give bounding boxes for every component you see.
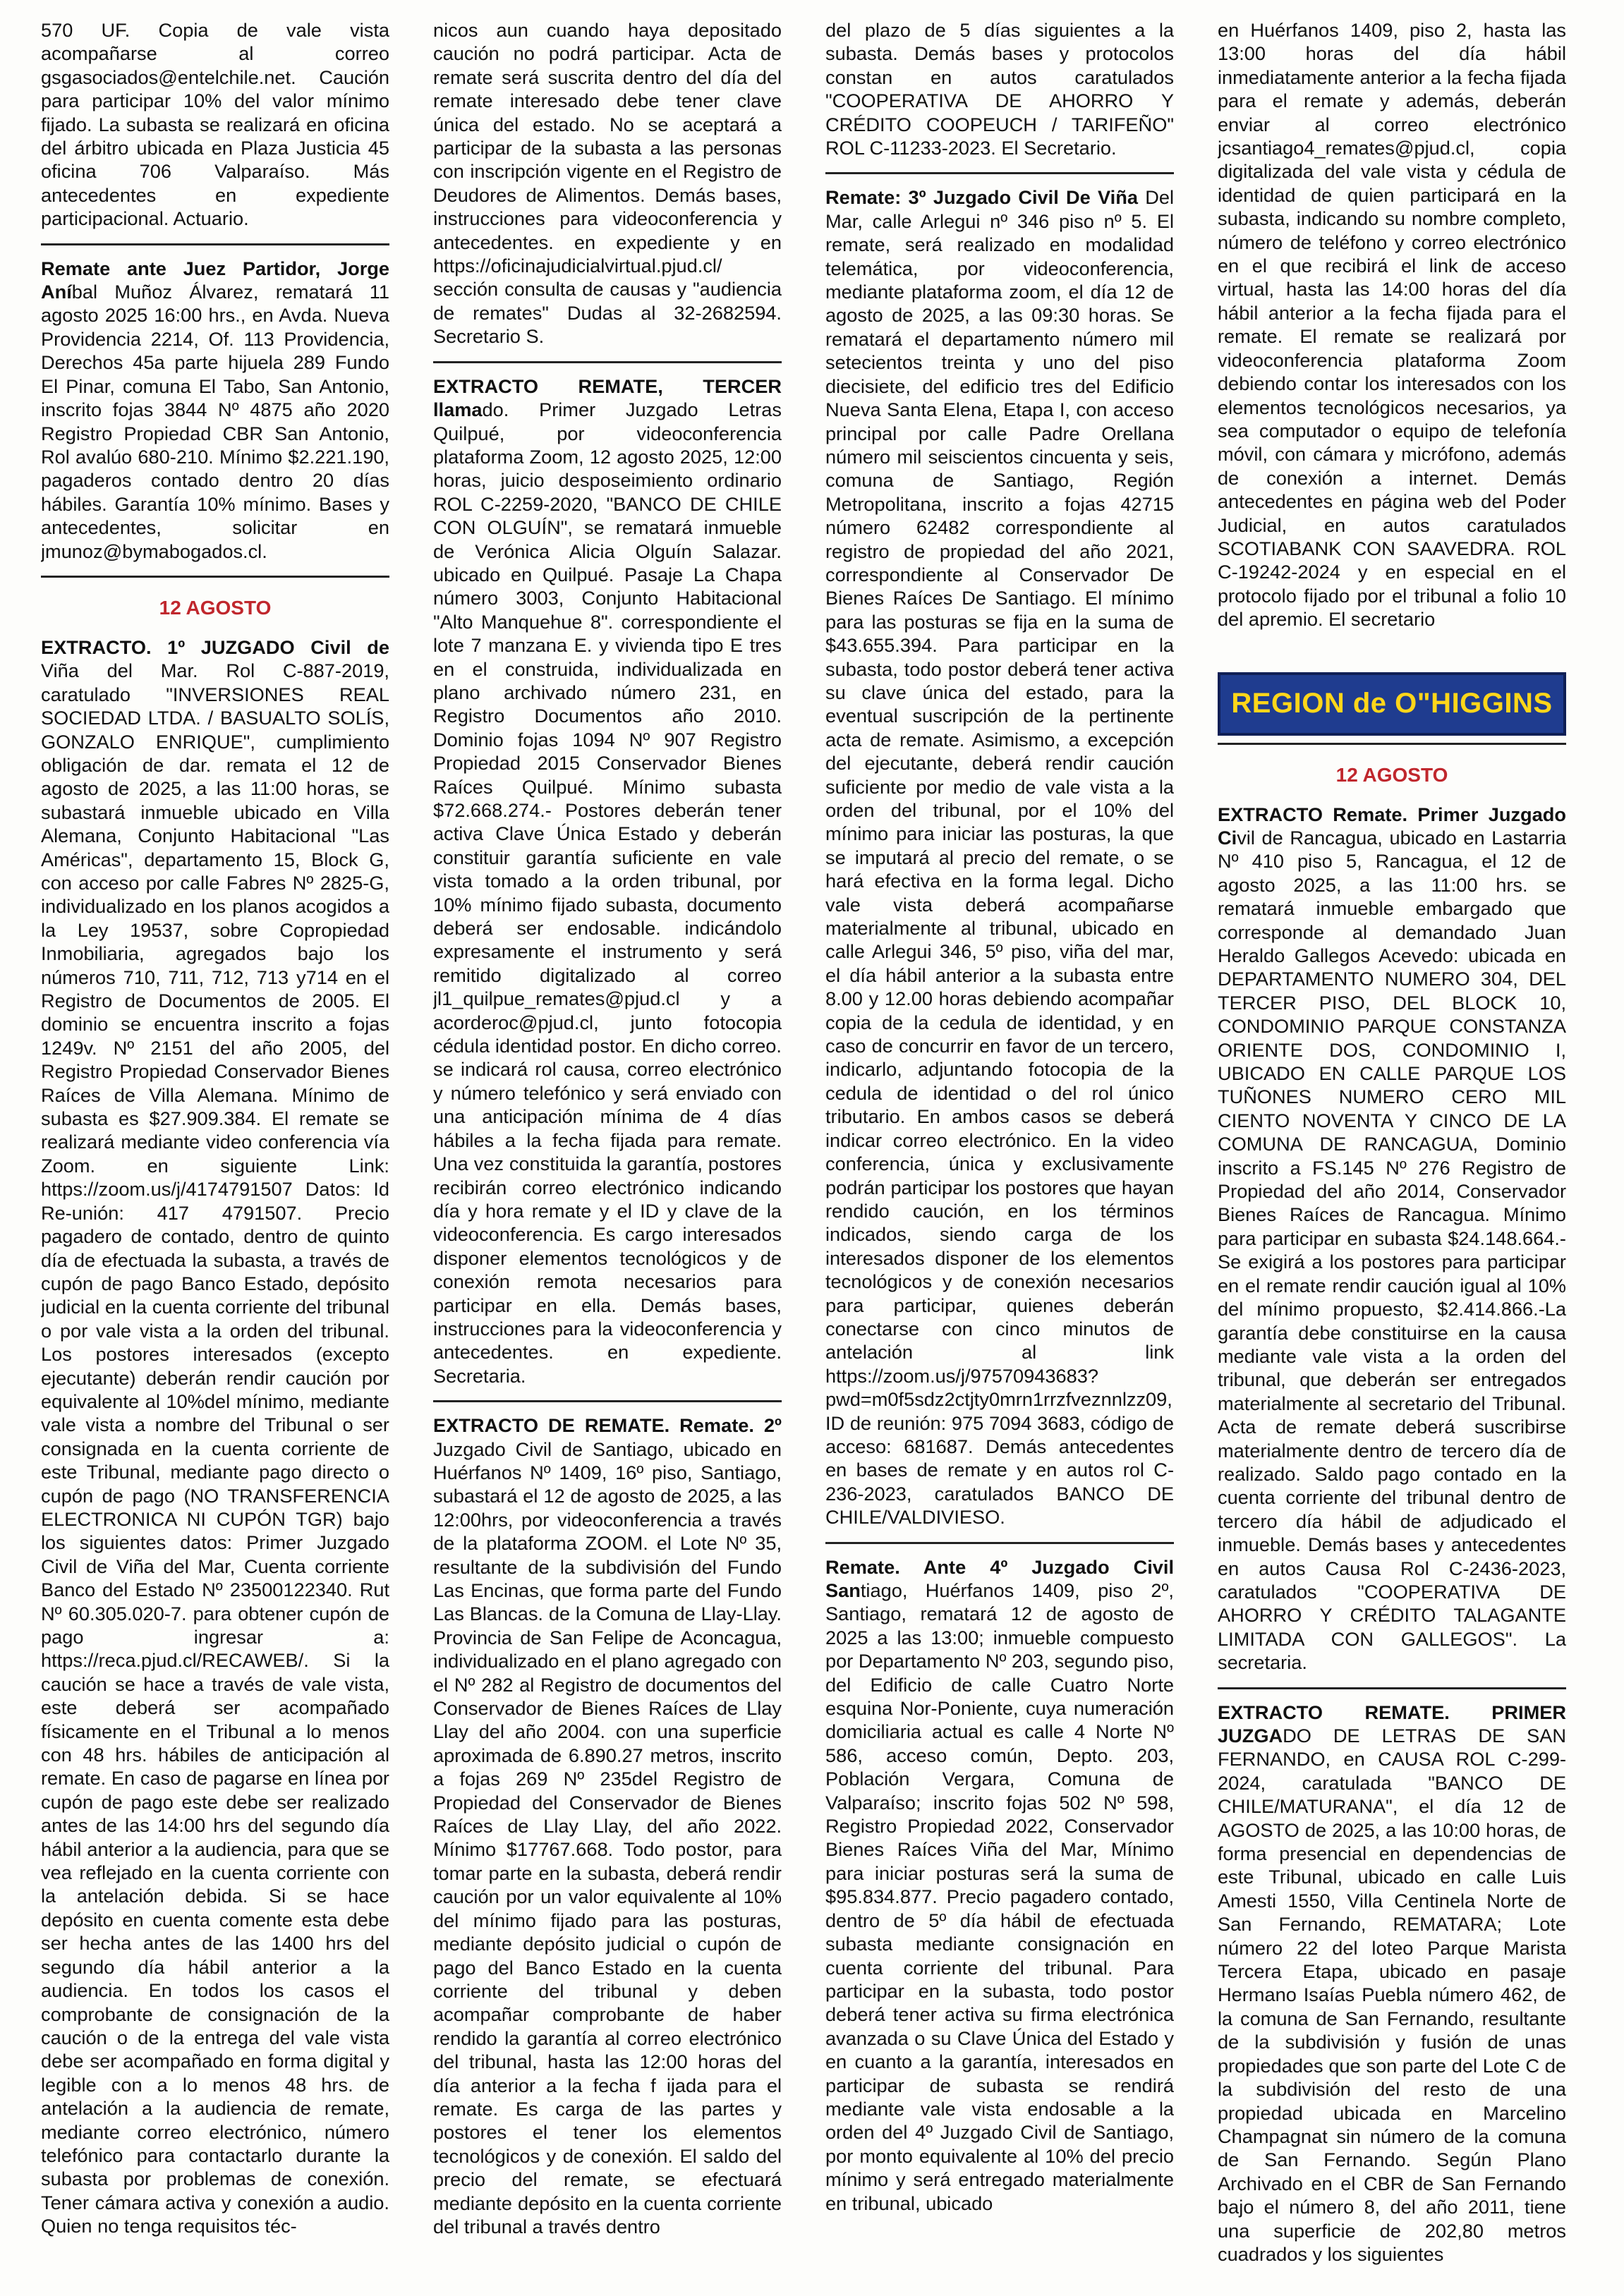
auction-notice [41, 243, 389, 576]
notice-body: nicos aun cuando haya depositado caución no podrá participar. Acta de remate será suscrita dentro del día del remate interesado debe tener clave única del estado. No se aceptará a participar de la subasta a las personas con inscripción vigente en el Registro de Deudores de Alimentos. Demás bases, instrucciones para videoconferencia y antecedentes. en expediente y en https://oficinajudicialvirtual.pjud.cl/ sección consulta de causas y "audiencia de remates" Dudas al 32-2682594. Secretario S. [433, 19, 782, 348]
auction-notice [1218, 18, 1566, 644]
notice-lead: Remate. Ante 4º Juzgado Civil San [825, 1555, 1174, 1601]
auction-notice [41, 633, 389, 2251]
notice-body: 570 UF. Copia de vale vista acompañarse al correo gsgasociados@entelchile.net. Caución para participar 10% del valor mínimo fijado. La subasta se realizará en oficina del árbitro ubicada en Plaza Justicia 45 oficina 706 Valparaíso. Más antecedentes en expediente participacional. Actuario. [41, 19, 389, 230]
column-2 [433, 18, 782, 2282]
auction-notice [1218, 1687, 1566, 2279]
notice-lead: EXTRACTO REMATE, TERCER llama [433, 375, 782, 421]
notice-body: del plazo de 5 días siguientes a la subasta. Demás bases y protocolos constan en autos caratulados "COOPERATIVA DE AHORRO Y CRÉDITO COOPEUCH / TARIFEÑO" ROL C-11233-2023. El Secretario. [825, 19, 1174, 159]
notice-body: Juzgado Civil de Santiago, ubicado en Huérfanos Nº 1409, 16º piso, Santiago, subastará el 12 de agosto de 2025, a las 12:00hrs, por videoconferencia a través de la plataforma ZOOM. el Lote Nº 35, resultante de la subdivisión del Fundo Las Encinas, que forma parte del Fundo Las Blancas. de la Comuna de Llay-Llay. Provincia de San Felipe de Aconcagua, individualizado en el plano agregado con el Nº 282 al Registro de documentos del Conservador de Bienes Raíces de Llay Llay del año 2004. con una superficie aproximada de 6.890.27 metros, inscrito a fojas 269 Nº 235del Registro de Propiedad del Conservador de Bienes Raíces de Llay Llay, del año 2022. Mínimo $17767.668. Todo postor, para tomar parte en la subasta, deberá rendir caución por un valor equivalente al 10% del mínimo fijado para las posturas, mediante depósito judicial o cupón de pago del Banco Estado en la cuenta corriente del tribunal y deben acompañar comprobante de haber rendido la garantía al correo electrónico del tribunal, hasta las 12:00 horas del día anterior a la fecha f ijada para el remate. Es carga de las partes y postores el tener los elementos tecnológicos y de conexión. El saldo del precio del remate, se efectuará mediante depósito en la cuenta corriente del tribunal a través dentro [433, 1438, 782, 2237]
date-header: 12 AGOSTO [1218, 743, 1566, 800]
date-header: 12 AGOSTO [41, 576, 389, 633]
region-banner-title: REGION de O"HIGGINS [1231, 687, 1553, 719]
notice-lead: EXTRACTO DE REMATE. Remate. 2º [433, 1414, 782, 1437]
auction-notice [825, 18, 1174, 172]
notice-body: vil de Rancagua, ubicado en Lastarria Nº 410 piso 5, Rancagua, el 12 de agosto 2025, a las 11:00 hrs. se rematará inmueble embargado que corresponde al demandado Juan Heraldo Gallegos Acevedo: ubicada en DEPARTAMENTO NUMERO 304, DEL TERCER PISO, DEL BLOCK 10, CONDOMINIO PARQUE CONSTANZA ORIENTE DOS, CONDOMINIO I, UBICADO EN CALLE PARQUE LOS TUÑONES NUMERO CERO MIL CIENTO NOVENTA Y CINCO DE LA COMUNA DE RANCAGUA, Dominio inscrito a FS.145 Nº 276 Registro de Propiedad del año 2014, Conservador Bienes Raíces de Rancagua. Mínimo para participar en subasta $24.148.664.- Se exigirá a los postores para participar en el remate rendir caución igual al 10% del mínimo propuesto, $2.414.866.-La garantía debe constituirse en la causa mediante vale vista a la orden del tribunal, que deberán ser entregados materialmente al secretario del Tribunal. Acta de remate deberá suscribirse materialmente dentro de tercero día de realizado. Saldo pago contado en la cuenta corriente del tribunal dentro de tercero día hábil de adjudicado el inmueble. Demás bases y antecedentes en autos Causa Rol C-2436-2023, caratulados "COOPERATIVA DE AHORRO Y CRÉDITO TALAGANTE LIMITADA CON GALLEGOS". La secretaria. [1218, 826, 1566, 1674]
notice-body: bal Muñoz Álvarez, rematará 11 agosto 2025 16:00 hrs., en Avda. Nueva Providencia 2214, Of. 113 Providencia, Derechos 45a parte hijuela 289 Fundo El Pinar, comuna El Tabo, San Antonio, inscrito fojas 3844 Nº 4875 año 2020 Registro Propiedad CBR San Antonio, Rol avalúo 680-210. Mínimo $2.221.190, pagaderos contado dentro 20 días hábiles. Garantía 10% mínimo. Bases y antecedentes, solicitar en jmunoz@bymabogados.cl. [41, 281, 389, 562]
auction-notice [433, 1400, 782, 2251]
notice-lead: EXTRACTO REMATE. PRIMER JUZGA [1218, 1701, 1566, 1747]
auction-notice [433, 361, 782, 1400]
auction-notice [825, 1542, 1174, 2228]
notice-lead: EXTRACTO Remate. Primer Juzgado Ci [1218, 803, 1566, 849]
notice-body: do. Primer Juzgado Letras Quilpué, por videoconferencia plataforma Zoom, 12 agosto 2025, 12:00 horas, juicio desposeimiento ordinario ROL C-2259-2020, "BANCO DE CHILE CON OLGUÍN", se rematará inmueble de Verónica Alicia Olguín Salazar. ubicado en Quilpué. Pasaje La Chapa número 3003, Conjunto Habitacional "Alto Manquehue 8". correspondiente el lote 7 manzana E. y vivienda tipo E tres en el construida, individualizada en plano archivado número 231, en Registro Documentos año 2010. Dominio fojas 1094 Nº 907 Registro Propiedad 2015 Conservador Bienes Raíces Quilpué. Mínimo subasta $72.668.274.- Postores deberán tener activa Clave Única Estado y deberán constituir garantía suficiente en vale vista tomado a la orden tribunal, por 10% mínimo fijado subasta, documento deberá ser endosable. indicándolo expresamente el instrumento y será remitido digitalizado al correo jl1_quilpue_remates@pjud.cl y a acorderoc@pjud.cl, junto fotocopia cédula identidad postor. En dicho correo. se indicará rol causa, correo electrónico y número telefónico y será enviado con una anticipación mínima de 4 días hábiles a la fecha fijada para remate. Una vez constituida la garantía, postores recibirán correo electrónico indicando día y hora remate y el ID y clave de la videoconferencia. Es cargo interesados disponer elementos tecnológicos y de conexión remota necesarios para participar en ella. Demás bases, instrucciones para la videoconferencia y antecedentes. en expediente. Secretaria. [433, 399, 782, 1387]
notice-lead: Remate ante Juez Partidor, Jorge Aní [41, 257, 389, 303]
auction-notice [1218, 800, 1566, 1687]
notice-body: en Huérfanos 1409, piso 2, hasta las 13:00 horas del día hábil inmediatamente anterior a la fecha fijada para el remate y además, deberán enviar al correo electrónico jcsantiago4_remates@pjud.cl, copia digitalizada del vale vista y cédula de identidad de quien participará en la subasta, indicando su nombre completo, número de teléfono y correo electrónico en el que recibirá el link de acceso virtual, hasta las 14:00 horas del día hábil anterior a la fecha fijada para el remate. El remate se realizará por videoconferencia plataforma Zoom debiendo contar los interesados con los elementos tecnológicos necesarios, ya sea computador o equipo de telefonía móvil, con cámara y micrófono, además de conexión a internet. Demás antecedentes en página web del Poder Judicial, en autos caratulados SCOTIABANK CON SAAVEDRA. ROL C-19242-2024 y en especial en el protocolo fijado por el tribunal a folio 10 del apremio. El secretario [1218, 19, 1566, 631]
notice-body: Viña del Mar. Rol C-887-2019, caratulado "INVERSIONES REAL SOCIEDAD LTDA. / BASUALTO SOLÍS, GONZALO ENRIQUE", cumplimiento obligación de dar. remata el 12 de agosto de 2025, a las 11:00 horas, se subastará inmueble ubicado en Villa Alemana, Conjunto Habitacional "Las Américas", departamento 15, Block G, con acceso por calle Fabres Nº 2825-G, individualizado en los planos acogidos a la Ley 19537, sobre Copropiedad Inmobiliaria, agregados bajo los números 710, 711, 712, 713 y714 en el Registro de Documentos de 2005. El dominio se encuentra inscrito a fojas 1249v. Nº 2151 del año 2005, del Registro Propiedad Conservador Bienes Raíces de Villa Alemana. Mínimo de subasta es $27.909.384. El remate se realizará mediante video conferencia vía Zoom. en siguiente Link: https://zoom.us/j/4174791507 Datos: Id Re-unión: 417 4791507. Precio pagadero de contado, dentro de quinto día de efectuada la subasta, a través de cupón de pago Banco Estado, depósito judicial en la cuenta corriente del tribunal o por vale vista a la orden del tribunal. Los postores interesados (excepto ejecutante) deberán rendir caución por equivalente al 10%del mínimo, mediante vale vista a nombre del Tribunal o ser consignada en la cuenta corriente de este Tribunal, mediante pago directo o cupón de pago (NO TRANSFERENCIA ELECTRONICA NI CUPÓN TGR) bajo los siguientes datos: Primer Juzgado Civil de Viña del Mar, Cuenta corriente Banco del Estado Nº 23500122340. Rut Nº 60.305.020-7. para obtener cupón de pago ingresar a: https://reca.pjud.cl/RECAWEB/. Si la caución se hace a través de vale vista, este deberá ser acompañado físicamente en el Tribunal a lo menos con 48 hrs. hábiles de anticipación al remate. En caso de pagarse en línea por cupón de pago este debe ser realizado antes de las 14:00 hrs del segundo día hábil anterior a la audiencia, para que se vea reflejado en la cuenta corriente con la antelación debida. Si se hace depósito en cuenta comente esta debe ser hecha antes de las 1400 hrs del segundo día hábil anterior a la audiencia. En todos los casos el comprobante de consignación de la caución o de la entrega del vale vista debe ser acompañado en forma digital y legible con a lo menos 48 hrs. de antelación a la audiencia de remate, mediante correo electrónico, número telefónico para contactarlo durante la subasta por problemas de conexión. Tener cámara activa y conexión a audio. Quien no tenga requisitos téc- [41, 660, 389, 2237]
auction-notice [825, 172, 1174, 1541]
column-4 [1218, 18, 1566, 2282]
notice-lead: Remate: 3º Juzgado Civil De Viña [825, 186, 1138, 209]
auction-notice [41, 18, 389, 243]
auction-notice [433, 18, 782, 361]
notice-body: tiago, Huérfanos 1409, piso 2º, Santiago, rematará 12 de agosto de 2025 a las 13:00; inmueble compuesto por Departamento Nº 203, segundo piso, del Edificio de calle Cuatro Norte esquina Nor-Poniente, cuya numeración domiciliaria actual es calle 4 Norte Nº 586, acceso común, Depto. 203, Población Vergara, Comuna de Valparaíso; inscrito fojas 502 Nº 598, Registro Propiedad 2022, Conservador Bienes Raíces Viña del Mar, Mínimo para iniciar posturas será la suma de $95.834.877. Precio pagadero contado, dentro de 5º día hábil de efectuada subasta mediante consignación en cuenta corriente del tribunal. Para participar en la subasta, todo postor deberá tener activa su firma electrónica avanzada o su Clave Única del Estado y en cuanto a la garantía, interesados en participar de subasta se rendirá mediante vale vista endosable a la orden del 4º Juzgado Civil de Santiago, por monto equivalente al 10% del precio mínimo y será entregado materialmente en tribunal, ubicado [825, 1579, 1174, 2214]
column-3 [825, 18, 1174, 2282]
notice-body: Del Mar, calle Arlegui nº 346 piso nº 5. El remate, será realizado en modalidad telemática, por videoconferencia, mediante plataforma zoom, el día 12 de agosto de 2025, a las 09:30 horas. Se rematará el departamento número mil setecientos treinta y uno del piso diecisiete, del edificio tres del Edificio Nueva Santa Elena, Etapa I, con acceso principal por calle Padre Orellana número mil seiscientos cincuenta y seis, comuna de Santiago, Región Metropolitana, inscrito a fojas 42715 número 62482 correspondiente al registro de propiedad del año 2021, correspondiente al Conservador De Bienes Raíces De Santiago. El mínimo para las posturas se fija en la suma de $43.655.394. Para participar en la subasta, todo postor deberá tener activa su clave única del estado, para la eventual suscripción de la pertinente acta de remate. Asimismo, a excepción del ejecutante, deberá rendir caución suficiente por medio de vale vista a la orden del tribunal, por el 10% del mínimo para iniciar las posturas, la que se imputará al precio del remate, o se hará efectiva en la forma legal. Dicho vale vista deberá acompañarse materialmente al tribunal, ubicado en calle Arlegui 346, 5º piso, viña del mar, el día hábil anterior a la subasta entre 8.00 y 12.00 horas debiendo acompañar copia de la cedula de identidad, y en caso de concurrir en favor de un tercero, indicarlo, adjuntando fotocopia de la cedula de identidad o del rol único tributario. En ambos casos se deberá indicar correo electrónico. En la video conferencia, única y exclusivamente podrán participar los postores que hayan rendido caución, en los términos indicados, siendo carga de los interesados disponer de los elementos tecnológicos y de conexión necesarios para participar, quienes deberán conectarse con cinco minutos de antelación al link https://zoom.us/j/97570943683?pwd=m0f5sdz2ctjty0mrn1rrzfveznnlzz09, ID de reunión: 975 7094 3683, código de acceso: 681687. Demás antecedentes en bases de remate y en autos rol C-236-2023, caratulados BANCO DE CHILE/VALDIVIESO. [825, 186, 1174, 1529]
notice-body: DO DE LETRAS DE SAN FERNANDO, en CAUSA ROL C-299-2024, caratulada "BANCO DE CHILE/MATURANA", el día 12 de AGOSTO de 2025, a las 10:00 horas, de forma presencial en dependencias de este Tribunal, ubicado en calle Luis Amesti 1550, Villa Centinela Norte de San Fernando, REMATARA; Lote número 22 del loteo Parque Marista Tercera Etapa, ubicado en pasaje Hermano Isaías Puebla número 462, de la comuna de San Fernando, resultante de la subdivisión y fusión de unas propiedades que son parte del Lote C de la subdivisión del resto de una propiedad ubicada en Marcelino Champagnat sin número de la comuna de San Fernando. Según Plano Archivado en el CBR de San Fernando bajo el número 8, del año 2011, tiene una superficie de 202,80 metros cuadrados y los siguientes [1218, 1725, 1566, 2265]
notice-lead: EXTRACTO. 1º JUZGADO Civil de [41, 636, 389, 658]
region-banner [1218, 672, 1566, 736]
column-1 [41, 18, 389, 2282]
